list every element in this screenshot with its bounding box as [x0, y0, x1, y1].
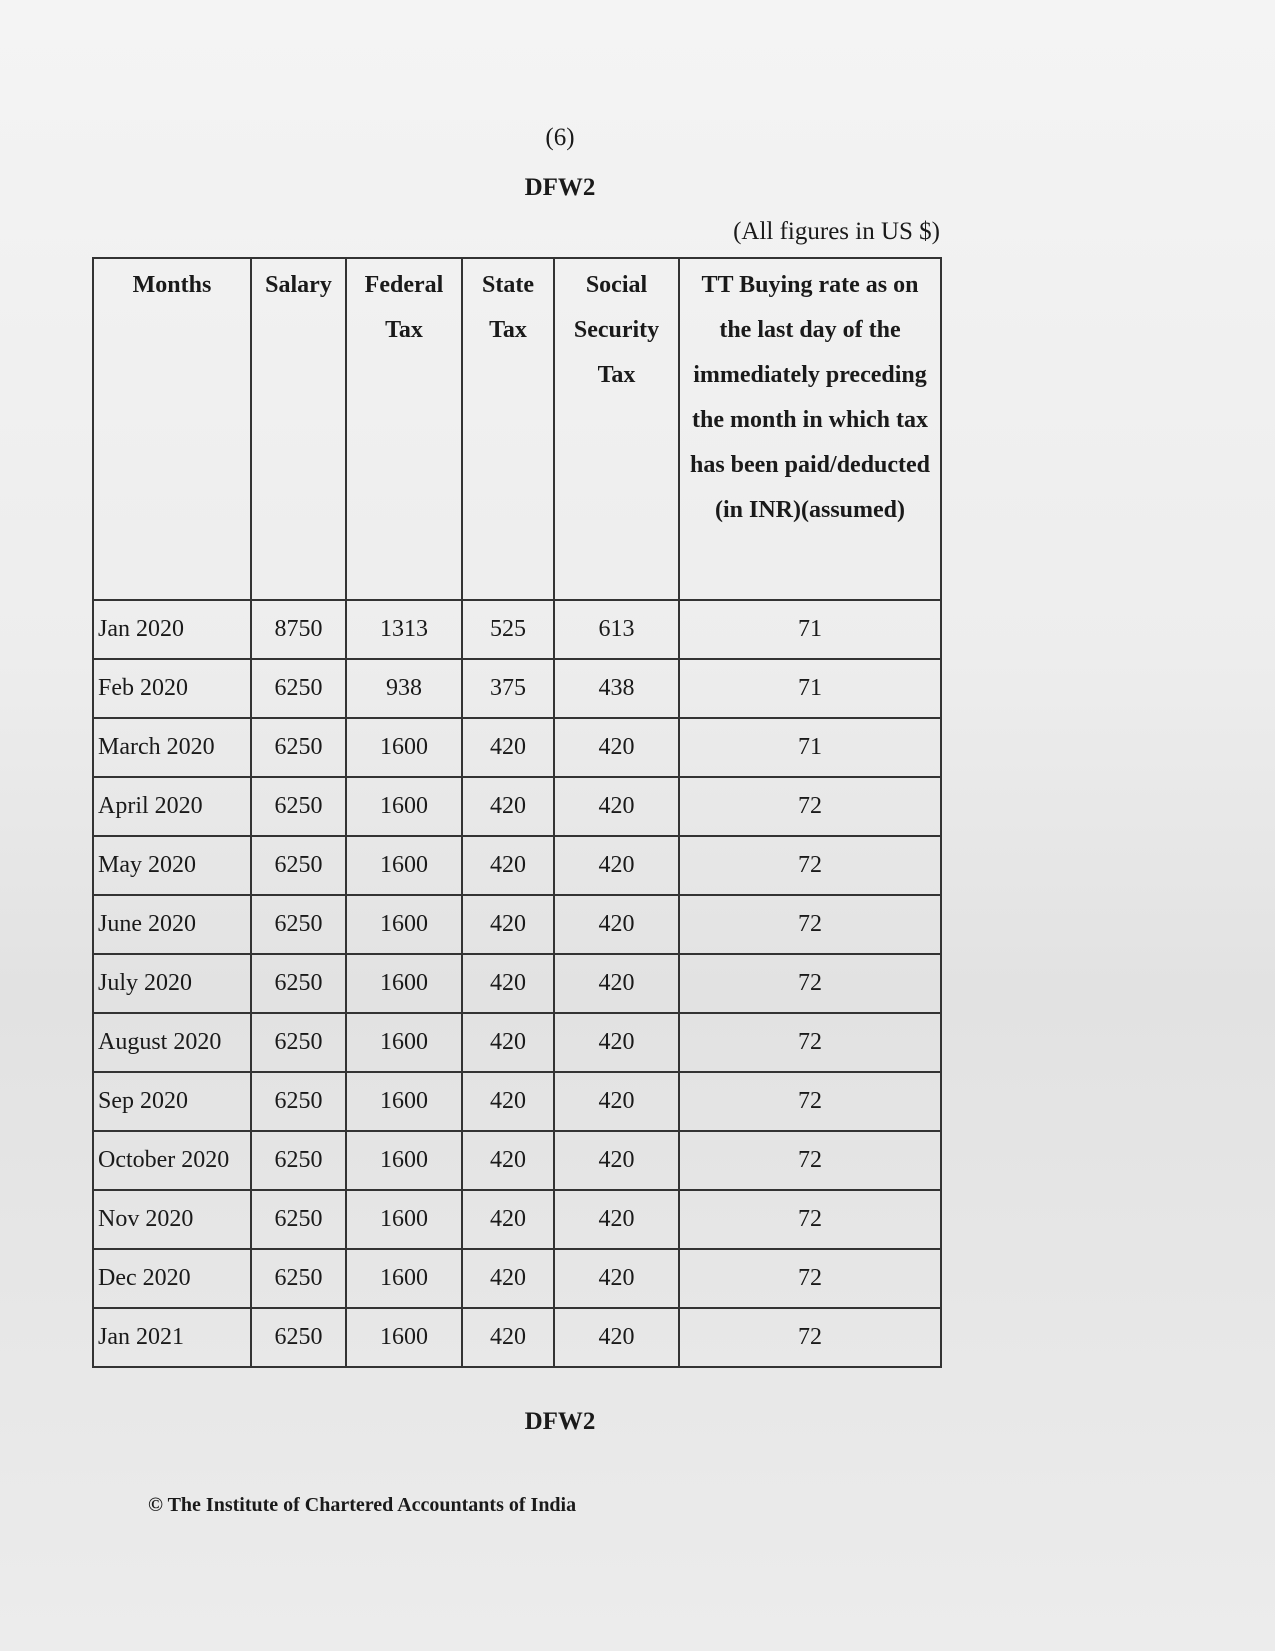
cell-federal-tax: 1600	[346, 718, 462, 777]
cell-federal-tax: 1600	[346, 1249, 462, 1308]
cell-federal-tax: 1600	[346, 836, 462, 895]
cell-state-tax: 420	[462, 718, 554, 777]
cell-month: Nov 2020	[93, 1190, 251, 1249]
cell-month: October 2020	[93, 1131, 251, 1190]
cell-federal-tax: 1600	[346, 895, 462, 954]
cell-month: Jan 2020	[93, 600, 251, 659]
table-row	[93, 895, 941, 954]
cell-state-tax: 420	[462, 1249, 554, 1308]
header-months: Months	[93, 258, 251, 600]
cell-month: August 2020	[93, 1013, 251, 1072]
cell-salary: 8750	[251, 600, 346, 659]
cell-salary: 6250	[251, 1072, 346, 1131]
cell-social-security-tax: 438	[554, 659, 679, 718]
cell-salary: 6250	[251, 777, 346, 836]
cell-state-tax: 375	[462, 659, 554, 718]
page-number: (6)	[545, 124, 575, 151]
cell-social-security-tax: 420	[554, 718, 679, 777]
cell-social-security-tax: 613	[554, 600, 679, 659]
table-row	[93, 1131, 941, 1190]
table-row	[93, 836, 941, 895]
cell-state-tax: 420	[462, 954, 554, 1013]
cell-social-security-tax: 420	[554, 777, 679, 836]
cell-social-security-tax: 420	[554, 895, 679, 954]
cell-tt-rate: 72	[679, 1190, 941, 1249]
cell-state-tax: 420	[462, 777, 554, 836]
table-row	[93, 1308, 941, 1367]
cell-tt-rate: 72	[679, 1249, 941, 1308]
cell-tt-rate: 72	[679, 777, 941, 836]
cell-state-tax: 420	[462, 1013, 554, 1072]
cell-state-tax: 420	[462, 836, 554, 895]
table-row	[93, 954, 941, 1013]
table-row	[93, 777, 941, 836]
cell-tt-rate: 72	[679, 1131, 941, 1190]
cell-tt-rate: 71	[679, 659, 941, 718]
table-row	[93, 1013, 941, 1072]
cell-month: Feb 2020	[93, 659, 251, 718]
table-row	[93, 718, 941, 777]
table-row	[93, 1249, 941, 1308]
cell-salary: 6250	[251, 718, 346, 777]
cell-state-tax: 420	[462, 1308, 554, 1367]
document-code: DFW2	[524, 174, 596, 201]
header-federal-tax: Federal Tax	[346, 258, 462, 600]
cell-month: Jan 2021	[93, 1308, 251, 1367]
copyright-notice: © The Institute of Chartered Accountants of India	[148, 1494, 577, 1516]
cell-federal-tax: 1600	[346, 1013, 462, 1072]
cell-salary: 6250	[251, 1190, 346, 1249]
cell-month: April 2020	[93, 777, 251, 836]
cell-month: June 2020	[93, 895, 251, 954]
cell-federal-tax: 1600	[346, 1190, 462, 1249]
cell-social-security-tax: 420	[554, 836, 679, 895]
cell-social-security-tax: 420	[554, 1072, 679, 1131]
cell-state-tax: 420	[462, 1072, 554, 1131]
cell-federal-tax: 1600	[346, 1072, 462, 1131]
cell-federal-tax: 1600	[346, 954, 462, 1013]
cell-federal-tax: 1313	[346, 600, 462, 659]
cell-month: May 2020	[93, 836, 251, 895]
header-state-tax: State Tax	[462, 258, 554, 600]
cell-social-security-tax: 420	[554, 1013, 679, 1072]
cell-month: July 2020	[93, 954, 251, 1013]
figures-note: (All figures in US $)	[733, 218, 940, 245]
header-tt-buying-rate: TT Buying rate as on the last day of the immediately preceding the month in which tax has been paid/deducted (in INR)(assumed)	[679, 258, 941, 600]
cell-tt-rate: 72	[679, 1013, 941, 1072]
cell-social-security-tax: 420	[554, 1249, 679, 1308]
cell-state-tax: 525	[462, 600, 554, 659]
salary-tax-table	[92, 257, 942, 1368]
cell-federal-tax: 1600	[346, 777, 462, 836]
cell-social-security-tax: 420	[554, 1308, 679, 1367]
table-row	[93, 1072, 941, 1131]
cell-state-tax: 420	[462, 1131, 554, 1190]
cell-salary: 6250	[251, 1308, 346, 1367]
table-header-row	[93, 258, 941, 600]
header-social-security-tax: Social Security Tax	[554, 258, 679, 600]
cell-social-security-tax: 420	[554, 1190, 679, 1249]
cell-month: Sep 2020	[93, 1072, 251, 1131]
cell-federal-tax: 938	[346, 659, 462, 718]
cell-social-security-tax: 420	[554, 1131, 679, 1190]
cell-month: March 2020	[93, 718, 251, 777]
cell-tt-rate: 72	[679, 836, 941, 895]
cell-salary: 6250	[251, 1013, 346, 1072]
cell-tt-rate: 72	[679, 895, 941, 954]
cell-tt-rate: 71	[679, 718, 941, 777]
table-row	[93, 1190, 941, 1249]
footer-document-code: DFW2	[524, 1408, 596, 1435]
cell-month: Dec 2020	[93, 1249, 251, 1308]
table-row	[93, 600, 941, 659]
cell-salary: 6250	[251, 836, 346, 895]
cell-tt-rate: 72	[679, 1308, 941, 1367]
cell-federal-tax: 1600	[346, 1131, 462, 1190]
cell-tt-rate: 72	[679, 1072, 941, 1131]
cell-salary: 6250	[251, 954, 346, 1013]
cell-state-tax: 420	[462, 1190, 554, 1249]
cell-salary: 6250	[251, 895, 346, 954]
table-row	[93, 659, 941, 718]
cell-federal-tax: 1600	[346, 1308, 462, 1367]
cell-tt-rate: 71	[679, 600, 941, 659]
cell-salary: 6250	[251, 659, 346, 718]
cell-salary: 6250	[251, 1131, 346, 1190]
cell-social-security-tax: 420	[554, 954, 679, 1013]
header-salary: Salary	[251, 258, 346, 600]
cell-state-tax: 420	[462, 895, 554, 954]
cell-salary: 6250	[251, 1249, 346, 1308]
cell-tt-rate: 72	[679, 954, 941, 1013]
